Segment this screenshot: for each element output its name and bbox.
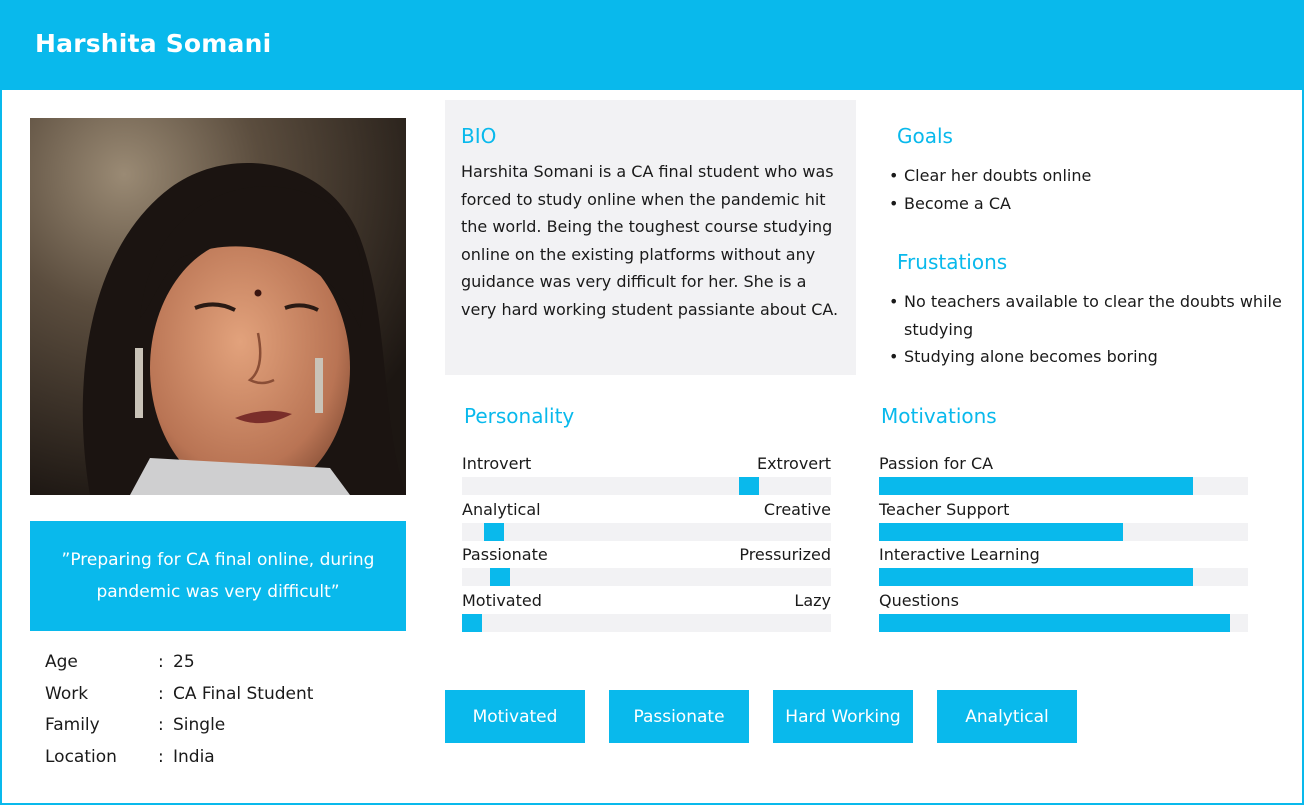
frustration-item: • Studying alone becomes boring (887, 343, 1287, 371)
trait-left-label: Introvert (462, 454, 532, 473)
quote-box (30, 521, 406, 631)
tag-motivated: Motivated (445, 690, 585, 743)
motivation-label: Questions (879, 590, 959, 610)
trait-right-label: Pressurized (739, 545, 831, 564)
motivation-track (879, 477, 1248, 495)
trait-row (462, 545, 831, 591)
frustrations-section (887, 250, 1287, 371)
trait-right-label: Creative (763, 499, 831, 519)
detail-value: Single (173, 715, 226, 735)
tag-analytical: Analytical (937, 690, 1077, 743)
goals-list (887, 162, 1287, 217)
tag-passionate: Passionate (609, 690, 749, 743)
motivation-track (879, 614, 1248, 632)
trait-track (462, 614, 831, 632)
trait-right-label: Extrovert (756, 454, 831, 473)
motivations-section (879, 404, 1248, 636)
trait-row (462, 454, 831, 500)
detail-colon: : (158, 683, 164, 704)
trait-track (462, 477, 831, 495)
trait-indicator (739, 477, 759, 495)
motivation-label: Teacher Support (879, 499, 1010, 519)
frustrations-list (887, 288, 1287, 371)
portrait-illustration (30, 118, 406, 495)
tags-row (445, 690, 1077, 743)
detail-key: Location (45, 746, 117, 767)
header-bar (0, 0, 1304, 90)
motivation-row (879, 591, 1248, 637)
trait-track (462, 568, 831, 586)
trait-indicator (462, 614, 482, 632)
motivation-label: Passion for CA (879, 454, 994, 473)
trait-indicator (484, 523, 504, 541)
motivation-row (879, 545, 1248, 591)
bio-text: Harshita Somani is a CA final student who was forced to study online when the pandemic hit the world. Being the toughest course studying online on the existing platforms without any guidance was very difficult for her. She is a very hard working student passiante about CA. (461, 162, 839, 319)
detail-key: Work (45, 683, 89, 704)
quote-text: ”Preparing for CA final online, during pandemic was very difficult” (61, 550, 375, 602)
personality-section (462, 404, 831, 636)
motivation-track (879, 523, 1248, 541)
motivation-track (879, 568, 1248, 586)
detail-colon: : (158, 746, 164, 767)
trait-row (462, 500, 831, 546)
trait-left-label: Analytical (462, 499, 541, 519)
profile-photo (30, 118, 406, 495)
trait-row (462, 591, 831, 637)
goal-item: • Clear her doubts online (887, 162, 1287, 190)
motivation-fill (879, 568, 1193, 586)
trait-indicator (490, 568, 510, 586)
bio-panel (445, 100, 856, 375)
detail-key: Age (45, 652, 78, 672)
motivation-fill (879, 614, 1230, 632)
trait-track (462, 523, 831, 541)
motivations-title: Motivations (881, 404, 997, 428)
detail-value: 25 (173, 652, 195, 672)
frustrations-title: Frustations (897, 250, 1008, 274)
motivation-row (879, 454, 1248, 500)
detail-value: CA Final Student (173, 683, 314, 704)
tag-hard-working: Hard Working (773, 690, 913, 743)
goals-title: Goals (897, 124, 953, 148)
trait-left-label: Motivated (462, 590, 542, 610)
motivation-label: Interactive Learning (879, 545, 1040, 564)
personality-title: Personality (464, 404, 575, 428)
bio-title: BIO (461, 124, 497, 148)
trait-left-label: Passionate (462, 545, 548, 564)
trait-right-label: Lazy (794, 590, 831, 610)
frustration-item: • No teachers available to clear the doubts while studying (887, 288, 1287, 343)
motivation-row (879, 500, 1248, 546)
motivation-fill (879, 477, 1193, 495)
goals-section (887, 124, 1287, 217)
detail-colon: : (158, 715, 164, 735)
goal-item: • Become a CA (887, 190, 1287, 218)
persona-name: Harshita Somani (35, 29, 272, 58)
motivation-fill (879, 523, 1123, 541)
detail-value: India (173, 746, 215, 767)
detail-colon: : (158, 652, 164, 672)
detail-key: Family (45, 715, 100, 735)
